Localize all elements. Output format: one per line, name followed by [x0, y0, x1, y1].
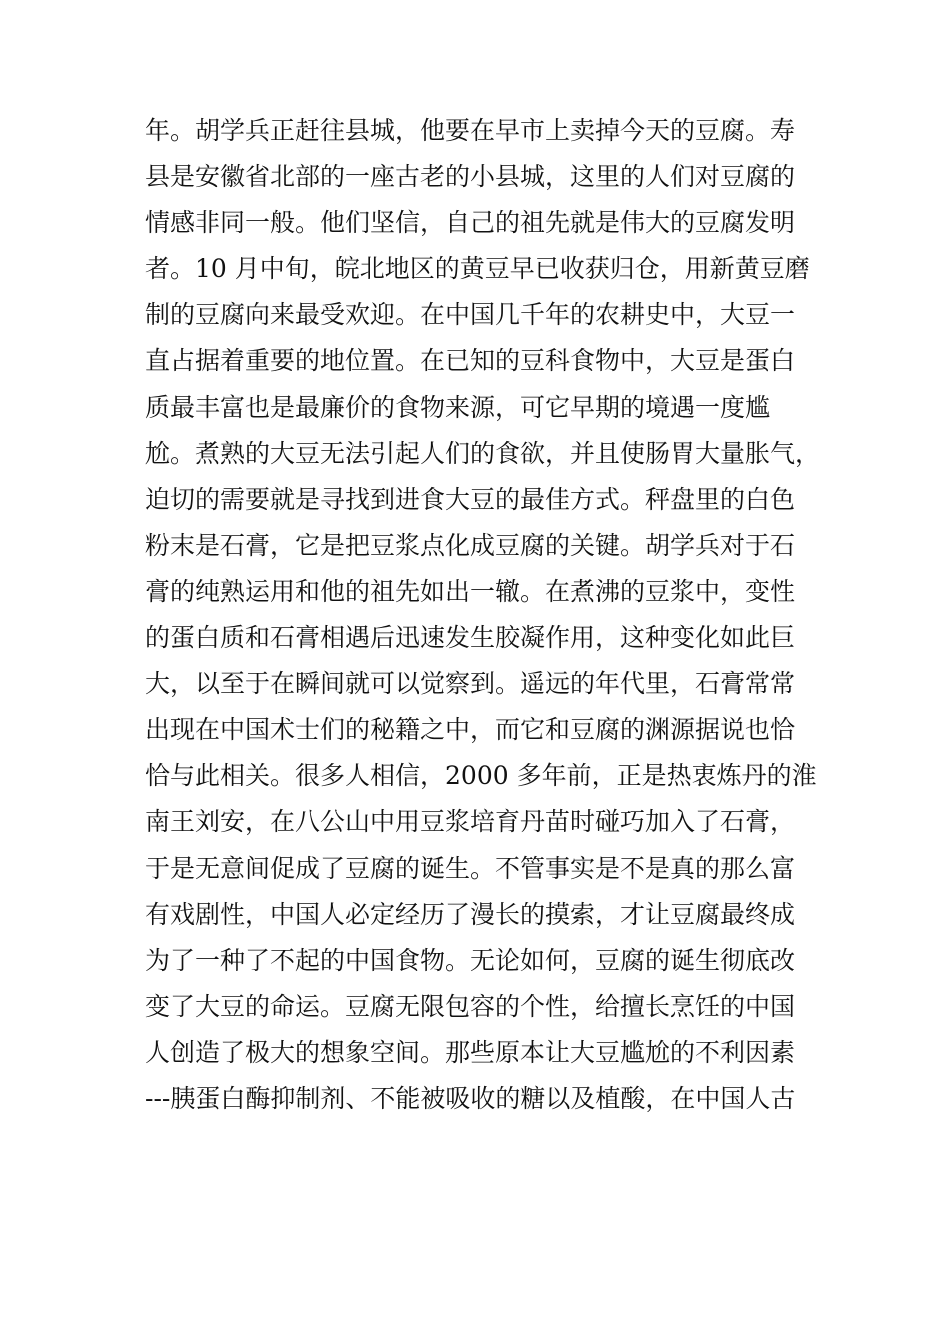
- body-text: [145, 108, 821, 1122]
- text-line: 年。胡学兵正赶往县城，他要在早市上卖掉今天的豆腐。寿: [145, 116, 796, 145]
- text-line: 迫切的需要就是寻找到进食大豆的最佳方式。秤盘里的白色: [145, 484, 796, 514]
- text-line: 尬。煮熟的大豆无法引起人们的食欲，并且使肠胃大量胀气，: [145, 438, 821, 468]
- text-line: 为了一种了不起的中国食物。无论如何，豆腐的诞生彻底改: [145, 945, 796, 975]
- text-line: ---胰蛋白酶抑制剂、不能被吸收的糖以及植酸，在中国人古: [145, 1083, 796, 1113]
- text-line: 者。10 月中旬，皖北地区的黄豆早已收获归仓，用新黄豆磨: [145, 254, 810, 284]
- text-line: 人创造了极大的想象空间。那些原本让大豆尴尬的不利因素: [145, 1037, 796, 1067]
- text-line: 变了大豆的命运。豆腐无限包容的个性，给擅长烹饪的中国: [145, 991, 796, 1021]
- text-line: 南王刘安，在八公山中用豆浆培育丹苗时碰巧加入了石膏，: [145, 807, 796, 837]
- text-line: 有戏剧性，中国人必定经历了漫长的摸索，才让豆腐最终成: [145, 899, 796, 929]
- text-line: 直占据着重要的地位置。在已知的豆科食物中，大豆是蛋白: [145, 346, 796, 376]
- text-line: 的蛋白质和石膏相遇后迅速发生胶凝作用，这种变化如此巨: [145, 623, 796, 653]
- text-line: 情感非同一般。他们坚信，自己的祖先就是伟大的豆腐发明: [145, 208, 796, 238]
- text-line: 大，以至于在瞬间就可以觉察到。遥远的年代里，石膏常常: [145, 669, 796, 699]
- text-line: 膏的纯熟运用和他的祖先如出一辙。在煮沸的豆浆中，变性: [145, 576, 796, 606]
- text-line: 质最丰富也是最廉价的食物来源，可它早期的境遇一度尴: [145, 392, 771, 422]
- text-line: 制的豆腐向来最受欢迎。在中国几千年的农耕史中，大豆一: [145, 300, 796, 330]
- text-line: 恰与此相关。很多人相信，2000 多年前，正是热衷炼丹的淮: [145, 761, 817, 791]
- text-line: 粉末是石膏，它是把豆浆点化成豆腐的关键。胡学兵对于石: [145, 530, 796, 560]
- text-line: 于是无意间促成了豆腐的诞生。不管事实是不是真的那么富: [145, 853, 796, 883]
- text-line: 出现在中国术士们的秘籍之中，而它和豆腐的渊源据说也恰: [145, 715, 796, 745]
- text-line: 县是安徽省北部的一座古老的小县城，这里的人们对豆腐的: [145, 162, 796, 192]
